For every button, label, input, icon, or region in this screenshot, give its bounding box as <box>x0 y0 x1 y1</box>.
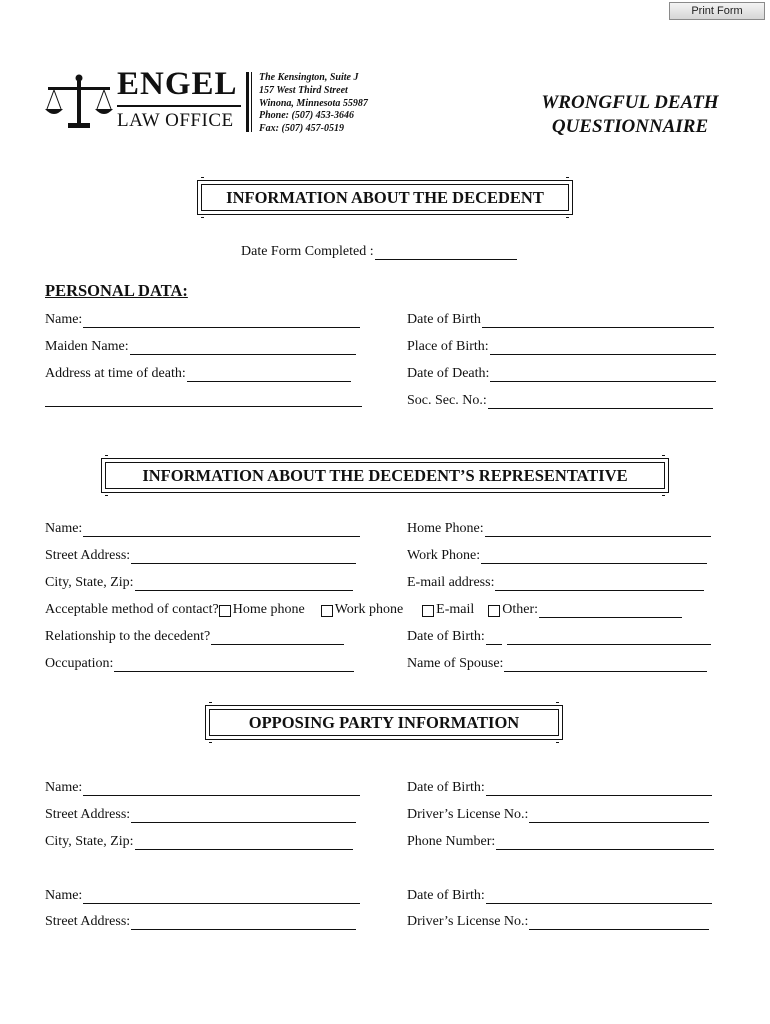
field-label: Date of Birth: <box>407 780 485 795</box>
home-phone-row <box>407 521 711 537</box>
opp2-dob-row <box>407 888 712 904</box>
form-title <box>520 91 740 139</box>
field-label: Occupation: <box>45 656 114 671</box>
spouse-field[interactable] <box>504 658 707 672</box>
opp2-name-field[interactable] <box>83 890 360 904</box>
address-line: Fax: (507) 457-0519 <box>259 123 344 135</box>
home-phone-checkbox[interactable] <box>219 605 231 617</box>
decedent-dod-field[interactable] <box>490 368 716 382</box>
opp2-license-field[interactable] <box>529 916 709 930</box>
opp-phone-field[interactable] <box>496 836 714 850</box>
other-checkbox[interactable] <box>488 605 500 617</box>
field-label: Driver’s License No.: <box>407 807 529 822</box>
work-phone-row <box>407 548 707 564</box>
other-contact-field[interactable] <box>539 604 682 618</box>
field-label: Maiden Name: <box>45 339 129 354</box>
email-field[interactable] <box>495 577 704 591</box>
maiden-name-row <box>45 339 356 355</box>
opp-name-field[interactable] <box>83 782 360 796</box>
rep-street-row <box>45 548 356 564</box>
field-label: City, State, Zip: <box>45 575 134 590</box>
date-completed-field[interactable] <box>375 246 517 260</box>
print-form-button[interactable]: Print Form <box>669 2 765 20</box>
address-line: The Kensington, Suite J <box>259 72 359 83</box>
opp2-street-field[interactable] <box>131 916 356 930</box>
address-death-field-2[interactable] <box>45 393 362 407</box>
ssn-row <box>407 393 713 409</box>
rep-dob-field-a[interactable] <box>486 631 502 645</box>
field-label: Soc. Sec. No.: <box>407 393 487 408</box>
opp2-name-row <box>45 888 360 904</box>
field-label: Name: <box>45 521 83 536</box>
field-label: Phone Number: <box>407 834 496 849</box>
field-label: Date of Birth <box>407 312 481 327</box>
opp-dob-field[interactable] <box>486 782 712 796</box>
banner-text: INFORMATION ABOUT THE DECEDENT’S REPRESENTATIVE <box>105 462 665 489</box>
field-label: Date of Death: <box>407 366 490 381</box>
relationship-row <box>45 629 344 645</box>
divider <box>251 72 252 132</box>
address-death-field[interactable] <box>187 368 351 382</box>
field-label: Work Phone: <box>407 548 481 563</box>
date-completed-row <box>241 244 517 260</box>
maiden-name-field[interactable] <box>130 341 356 355</box>
representative-banner <box>101 458 669 493</box>
banner-text: INFORMATION ABOUT THE DECEDENT <box>201 184 569 211</box>
pob-row <box>407 339 716 355</box>
field-label: Date of Birth: <box>407 629 485 644</box>
decedent-dob-field[interactable] <box>482 314 714 328</box>
field-label: Name: <box>45 312 83 327</box>
field-label: Relationship to the decedent? <box>45 629 211 644</box>
field-label: Name: <box>45 888 83 903</box>
spouse-row <box>407 656 707 672</box>
home-phone-field[interactable] <box>485 523 711 537</box>
opp-phone-row <box>407 834 714 850</box>
address-death-row-2 <box>45 393 362 407</box>
rep-city-row <box>45 575 353 591</box>
rep-name-field[interactable] <box>83 523 360 537</box>
rep-dob-field-b[interactable] <box>507 631 711 645</box>
field-label: Driver’s License No.: <box>407 914 529 929</box>
occupation-row <box>45 656 354 672</box>
address-death-row <box>45 366 351 382</box>
contact-method-row <box>45 602 682 618</box>
decedent-ssn-field[interactable] <box>488 395 713 409</box>
email-row <box>407 575 704 591</box>
opp-street-row <box>45 807 356 823</box>
field-label: Address at time of death: <box>45 366 186 381</box>
rep-city-field[interactable] <box>135 577 353 591</box>
banner-text: OPPOSING PARTY INFORMATION <box>209 709 559 736</box>
opp2-dob-field[interactable] <box>486 890 712 904</box>
opp2-license-row <box>407 914 709 930</box>
address-line: Winona, Minnesota 55987 <box>259 97 368 109</box>
dob-row <box>407 312 714 328</box>
decedent-pob-field[interactable] <box>490 341 716 355</box>
occupation-field[interactable] <box>114 658 354 672</box>
opp-city-row <box>45 834 353 850</box>
work-phone-checkbox[interactable] <box>321 605 333 617</box>
field-label: Street Address: <box>45 807 131 822</box>
field-label: Home Phone: <box>407 521 484 536</box>
field-label: Acceptable method of contact? <box>45 602 219 617</box>
firm-name: ENGEL <box>117 66 238 102</box>
opp-city-field[interactable] <box>135 836 353 850</box>
decedent-name-field[interactable] <box>83 314 360 328</box>
opp-dob-row <box>407 780 712 796</box>
decedent-name-row <box>45 312 360 328</box>
email-checkbox[interactable] <box>422 605 434 617</box>
rep-name-row <box>45 521 360 537</box>
firm-rule <box>117 105 241 107</box>
field-label: E-mail address: <box>407 575 495 590</box>
option-label: Other: <box>502 602 539 617</box>
divider <box>246 72 249 132</box>
scales-of-justice-icon <box>44 73 114 131</box>
dod-row <box>407 366 716 382</box>
rep-dob-row <box>407 629 711 645</box>
address-line: Phone: (507) 453-3646 <box>259 110 354 122</box>
field-label: Name: <box>45 780 83 795</box>
field-label: Date Form Completed : <box>241 244 374 259</box>
relationship-field[interactable] <box>211 631 344 645</box>
option-label: E-mail <box>436 602 475 617</box>
field-label: Name of Spouse: <box>407 656 504 671</box>
opp-street-field[interactable] <box>131 809 356 823</box>
personal-data-heading: PERSONAL DATA: <box>45 281 188 300</box>
field-label: Place of Birth: <box>407 339 489 354</box>
title-line: WRONGFUL DEATH <box>541 92 719 113</box>
field-label: City, State, Zip: <box>45 834 134 849</box>
option-label: Home phone <box>232 602 305 617</box>
address-line: 157 West Third Street <box>259 84 348 96</box>
rep-street-field[interactable] <box>131 550 356 564</box>
option-label: Work phone <box>334 602 404 617</box>
field-label: Date of Birth: <box>407 888 485 903</box>
title-line: QUESTIONNAIRE <box>551 116 709 137</box>
field-label: Street Address: <box>45 914 131 929</box>
opp2-street-row <box>45 914 356 930</box>
firm-subtitle: LAW OFFICE <box>117 110 234 131</box>
opp-name-row <box>45 780 360 796</box>
opp-license-field[interactable] <box>529 809 709 823</box>
field-label: Street Address: <box>45 548 131 563</box>
opp-license-row <box>407 807 709 823</box>
work-phone-field[interactable] <box>481 550 707 564</box>
opposing-banner <box>205 705 563 740</box>
decedent-banner <box>197 180 573 215</box>
firm-address <box>259 72 368 136</box>
